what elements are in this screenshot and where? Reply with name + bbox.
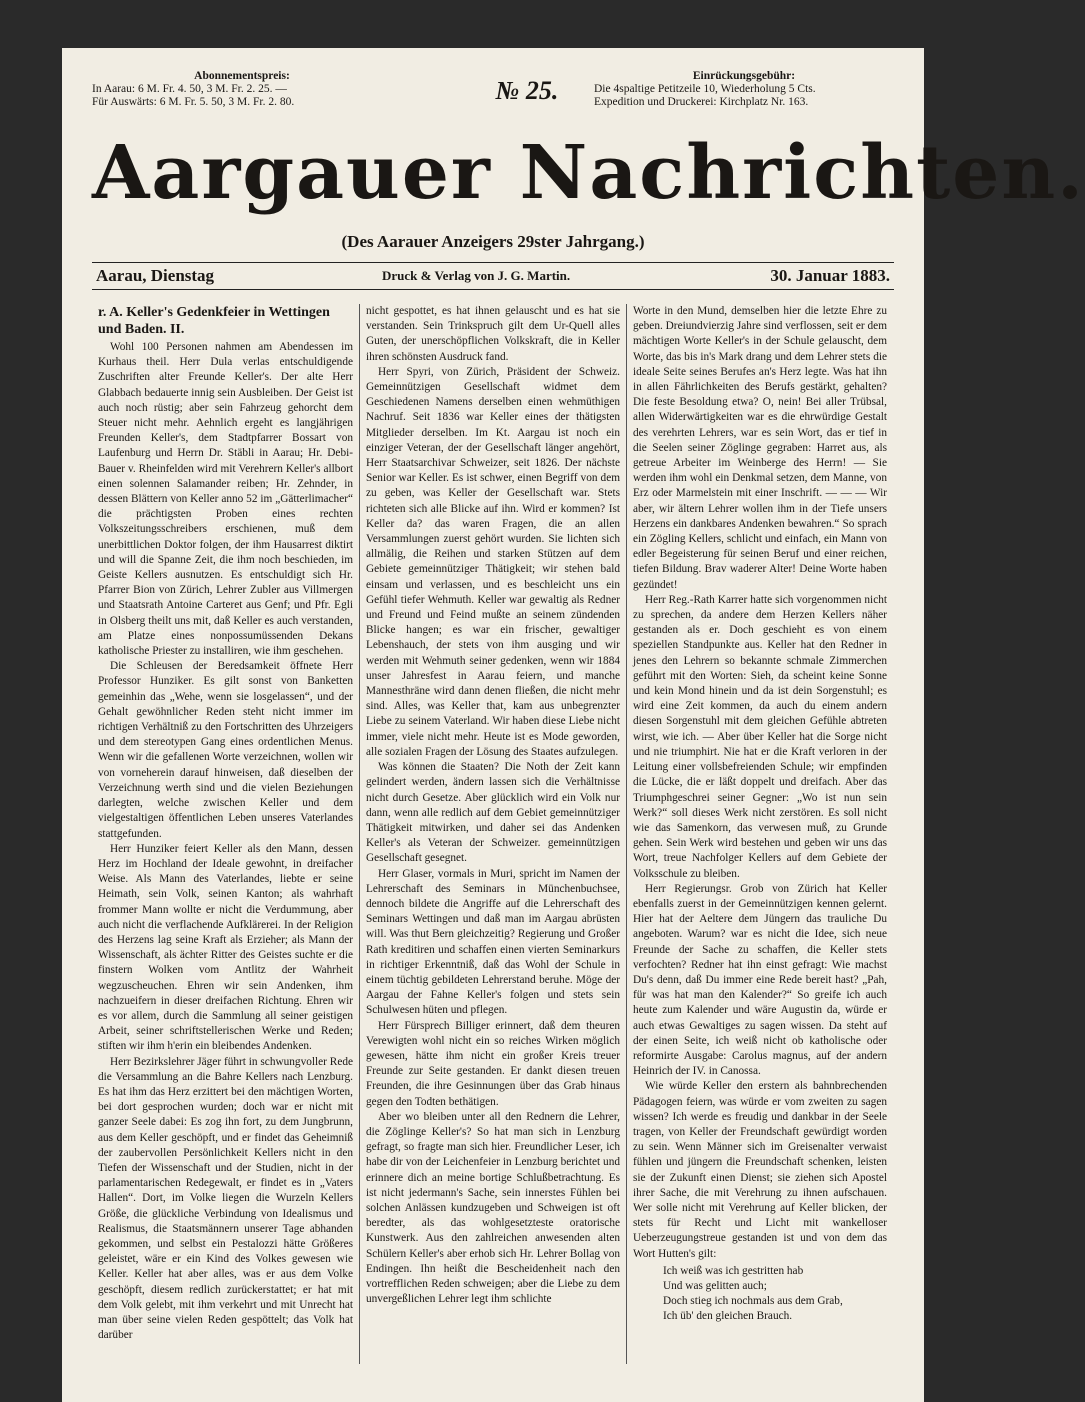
publisher: Druck & Verlag von J. G. Martin. xyxy=(382,268,571,283)
paragraph: Wie würde Keller den erstern als bahnbrechenden Pädagogen feiern, was würde er vom zweiten zu sagen wissen? Ich werde es freudig und dankbar in der Seele tragen, von Keller der Freundschaft gewürdigt worden zu sein. Wenn Männer sich im Greisenalter verwaist fühlen und jüngern die Freundschaft schenken, leisten sie der Zukunft einen Dienst; sie ziehen sich Apostel ihrer Sache, die mit Verehrung zu ihnen aufschauen. Wer solle nicht mit Verehrung auf Keller blicken, der stets für Recht und Licht mit wankelloser Ueberzeugungstreue gestanden ist und von dem das Wort Hutten's gilt: xyxy=(633,1080,887,1260)
column-1 xyxy=(92,304,359,1364)
price-line: Für Auswärts: 6 M. Fr. 5. 50, 3 M. Fr. 2. 80. xyxy=(92,96,295,108)
price-line: In Aarau: 6 M. Fr. 4. 50, 3 M. Fr. 2. 25. — xyxy=(92,83,287,95)
poem xyxy=(633,1264,887,1325)
article-columns xyxy=(92,304,894,1364)
paragraph: Aber wo bleiben unter all den Rednern die Lehrer, die Zöglinge Keller's? So hat man sich in Lenzburg gefragt, so fragte man sich hier. Freundlicher Leser, ich habe dir von der Leichenfeier in Lenzburg berichtet und erinnere dich an meine bortige Schlußbetrachtung. Es ist nicht jedermann's Sache, sein innerstes Fühlen bei solchen Anlässen kundzugeben und Schweigen ist oft beredter, als das wohlgesetzteste oratorische Kunstwerk. Aus den zahlreichen anwesenden alten Schülern Keller's aber erhob sich Hr. Lehrer Bollag von Endingen. Ihn heißt die Bescheidenheit nach den vortrefflichen Reden schweigen; aber die Liebe zu dem unvergeßlichen Lehrer legt ihm schlichte xyxy=(366,1110,620,1306)
paragraph: Wohl 100 Personen nahmen am Abendessen im Kurhaus theil. Herr Dula verlas entschuldigende Zuschriften alter Freunde Keller's. Der alte Herr Glabbach bedauerte innig sein Ausbleiben. Der Geist ist auch noch rüstig; aber sein Fahrzeug gehorcht dem Steuer nicht mehr. Aehnlich ergeht es langjährigen Freunden Keller's, dem Stadtpfarrer Bossart von Laufenburg und Herrn Dr. Stäbli in Aarau; Hr. Debi-Bauer v. Rheinfelden wird mit Verehrern Keller's allbort einen solennen Salamander reiben; Hr. Zehnder, in dessen Blättern von Keller anno 52 im „Gätterlimacher“ die prächtigsten Proben eines rechten Volkszeitungsschreibers erschienen, muß dem unerbittlichen Doktor folgen, der ihm Hausarrest diktirt und will die Spanne Zeit, die ihm noch beschieden, im Geiste Kellers ausnutzen. Es entschuldigt sich Hr. Pfarrer Bion von Zürich, Lehrer Zubler aus Villmergen und Staatsrath Antoine Carteret aus Genf; und Pfr. Egli in Olsberg theilt uns mit, daß Keller es auch verstanden, am Platze eines nonpossumüssenden Dekans katholische Priester zu installiren, wie ihm geschehen. xyxy=(98,341,353,658)
poem-line: Ich üb' den gleichen Brauch. xyxy=(663,1310,793,1323)
poem-line: Und was gelitten auch; xyxy=(663,1280,767,1292)
place-day: Aarau, Dienstag xyxy=(96,266,215,285)
paragraph: Die Schleusen der Beredsamkeit öffnete Herr Professor Hunziker. Es gilt sonst von Banketten gemeinhin das „Wehe, wenn sie losgelassen“, und der Gehalt gewöhnlicher Reden steht nicht immer im richtigen Verhältniß zu den Fortschritten des Uhrzeigers und dem stereotypen Gang eines ordentlichen Menus. Wenn wir die gefallenen Worte verzeichnen, wollen wir von vorneherein darauf hinweisen, daß dieselben der Verzeichnung werth sind und die vielen Beziehungen darlegten, welche zwischen Keller und dem vielgestaltigen öffentlichen Leben unseres Vaterlandes stattgefunden. xyxy=(98,660,353,840)
header-top xyxy=(92,70,894,110)
issue-number: № 25. xyxy=(495,76,559,105)
paragraph: Herr Hunziker feiert Keller als den Mann, dessen Herz im Hochland der Ideale gewohnt, in dreifacher Weise. Als Mann des Vaterlandes, liebte er seine Heimath, sein Volk, seinen Kanton; als wahrhaft frommer Mann wollte er nicht die Verdummung, aber auch nicht die verflachende Aufklärerei. In der Religion des Herzens lag seine Kraft als Erzieher; als Mann der Wissenschaft, als ächter Ritter des Geistes suchte er die finstern Wolken vom Antlitz der Wahrheit wegzuscheuchen. Ehren wir sein Andenken, ihm nachzueifern in dieser dreifachen Richtung. Ehren wir es vor allem, durch die Sammlung all seiner geistigen Arbeit, seiner schriftstellerischen Werke und Reden; stiften wir ihm h'erin ein bleibendes Andenken. xyxy=(98,842,353,1053)
fees-line: Die 4spaltige Petitzeile 10, Wiederholung 5 Cts. xyxy=(594,83,816,95)
subscription-price xyxy=(92,70,392,109)
paragraph: nicht gespottet, es hat ihnen gelauscht und es hat sie verstanden. Sein Trinkspruch gilt dem Ur-Quell alles Guten, der unerschöpflichen Volkskraft, die in Keller ihren schönsten Ausdruck fand. xyxy=(366,305,620,363)
fees-heading: Einrückungsgebühr: xyxy=(692,70,796,82)
insertion-fees xyxy=(594,70,894,109)
column-2 xyxy=(359,304,626,1364)
paragraph: Herr Reg.-Rath Karrer hatte sich vorgenommen nicht zu sprechen, da andere dem Herzen Kellers näher gestanden als er. Doch geschieht es von einem speziellen Standpunkte aus. Keller hat den Redner in jenes den Lehrern so bekannte schmale Zimmerchen geführt mit den Worten: Sieh, da scheint keine Sonne und kein Mond hinein und da ist dein Sorgenstuhl; es wird eine Zeit kommen, da auch du einem andern diesen Sorgenstuhl mit dem gleichen Gefühle abtreten wirst, wie ich. — Aber über Keller hat die Sorge nicht und nie triumphirt. Nie hat er die Kraft verloren in der Leitung einer vollsbefreienden Schule; wir empfinden die Lücke, die er läßt doppelt und dreifach. Aber das Triumphgeschrei seiner Gegner: „Wo ist nun sein Werk?“ soll dieses Werk nicht zerstören. Es soll nicht wie das Samenkorn, das verwesen muß, zu Grunde gehen. Sein Werk wird bestehen und geben wir uns das Wort, treue Nachfolger Kellers auf dem Gebiete der Volksschule zu bleiben. xyxy=(633,593,887,880)
newspaper-page xyxy=(62,48,1085,1402)
article-title: r. A. Keller's Gedenkfeier in Wettingen und Baden. II. xyxy=(98,305,330,337)
fees-line: Expedition und Druckerei: Kirchplatz Nr. 163. xyxy=(594,96,809,108)
paragraph: Herr Regierungsr. Grob von Zürich hat Keller ebenfalls zuerst in der Gemeinnützigen kennen gelernt. Hier hat der Aeltere dem Jüngern das trauliche Du angeboten. Warum? war es nicht die Idee, sich neue Freunde der Sache zu schaffen, die Keller stets verfochten? Redner hat ihn einst gefragt: Wie machst Du's denn, daß Du immer eine Rede bereit hast? „Pah, für was hat man den Kalender?“ So greife ich auch heute zum Kalender und wäre Augustin da, würde er auch etwas Gewaltiges zu sagen wissen. Da steht auf der einen Seite, ich weiß nicht ob katholische oder reformirte Ausgabe: Carolus magnus, auf der andern Heinrich der IV. in Canossa. xyxy=(633,882,887,1078)
paragraph: Herr Spyri, von Zürich, Präsident der Schweiz. Gemeinnützigen Gesellschaft widmet dem Geschiedenen Namens derselben einen wehmüthigen Nachruf. Seit 1836 war Keller eines der thätigsten Mitglieder derselben. Im Kt. Aargau ist noch ein einziger Veteran, der der Gesellschaft länger angehört, Herr Staatsarchivar Schweizer, seit 1826. Der nächste Senior war Keller. Es ist schwer, einen Begriff von dem zu geben, was Keller der Gesellschaft war. Stets richteten sich alle Blicke auf ihn. Wird er kommen? Ist Keller da? das waren Fragen, die an allen Versammlungen zuerst gehört wurden. Sie lichten sich allmälig, die Reihen und starken Stützen auf dem Gebiete gemeinnütziger Thätigkeit; wir stehen bald einsam und verlassen, und es beschleicht uns ein Gefühl tiefer Wehmuth. Keller war gewaltig als Redner und Freund und Feind mußte an seinem zündenden Blicke hangen; es war ein frischer, gewaltiger Lebenshauch, der stets von ihm ausging und wir werden mit Wehmuth seiner gedenken, wenn wir 1884 unser Jahresfest in Aarau feiern, und manche Mannesthräne wird dann denen fließen, die nicht mehr sind. Alles, was Keller that, kam aus unbegrenzter Liebe zu seinem Vaterland. Wir haben diese Liebe nicht immer, viele nicht mehr. Heute ist es Mode geworden, alle sozialen Fragen der Lösung des Staates aufzulegen. xyxy=(366,365,620,758)
paragraph: Herr Glaser, vormals in Muri, spricht im Namen der Lehrerschaft des Seminars in Münchenbuchsee, dennoch bildete die Angriffe auf die Lehrerschaft des Seminars Wettingen und daß man im Aargau abrüsten will. Was thut Bern gleichzeitig? Regierung und Großer Rath kreditiren und schaffen einen vierten Seminarkurs in richtiger Erkenntniß, daß das Wohl der Schule in einem tüchtig gebildeten Lehrerstand beruhe. Möge der Aargau der Fahne Keller's folgen und stets sein Schulwesen hüten und pflegen. xyxy=(366,867,620,1017)
poem-line: Doch stieg ich nochmals aus dem Grab, xyxy=(663,1295,843,1308)
poem-line: Ich weiß was ich gestritten hab xyxy=(663,1264,804,1277)
masthead: Aargauer Nachrichten. xyxy=(92,130,1085,216)
paragraph: Herr Bezirkslehrer Jäger führt in schwungvoller Rede die Versammlung an die Bahre Kellers nach Lenzburg. Es hat ihm das Herz erzittert bei den mächtigen Worten, bei dort gesprochen wurden; doch war er nicht mit ganzer Seele dabei: Es zog ihn fort, zu dem Jungbrunn, aus dem Keller geschöpft, und er findet das Geheimniß der zaubervollen Persönlichkeit Kellers nicht in den Tiefen der Wissenschaft und der Studien, nicht in der parlamentarischen Redegewalt, er findet es in „Vaters Hallen“. Dort, im Volke liegen die Wurzeln Kellers Größe, die glückliche Verbindung von Idealismus und Realismus, die Staatsmännern unserer Tage abhanden gekommen, und selbst ein Pestalozzi hätte Größeres geleistet, wäre er ein Kind des Volkes gewesen wie Keller. Keller hat aber alles, was er aus dem Volke geschöpft, diesem redlich zurückerstattet; er hat mit dem Volk gelebt, mit ihm verkehrt und mit Unrecht hat man über seine vielen Reden gespöttelt; das Volk hat darüber xyxy=(98,1055,353,1342)
paragraph: Worte in den Mund, demselben hier die letzte Ehre zu geben. Dreiundvierzig Jahre sind verflossen, seit er dem mächtigen Worte Keller's in der Schule gelauscht, dem Worte, das bis in's Mark drang und dem Lehrer stets die ideale Seite seines Berufes an's Herz legte. Was hat ihn in allen Fährlichkeiten des Berufs gestärkt, gehalten? Die feste Besoldung etwa? O, nein! Bei aller Trübsal, allen Widerwärtigkeiten war es die ehrwürdige Gestalt des verehrten Lehrers, war es sein Wort, das er tief in die Seelen seiner Zöglinge gegraben: Harret aus, als getreue Arbeiter im Weinberge des Herrn! — Sie werden ihm wohl ein Denkmal setzen, dem Manne, von Erz oder Marmelstein mit einer Inschrift. — — — Wir aber, wir ältern Lehrer wollen ihm in der Tiefe unsers Herzens ein dankbares Andenken bewahren.“ So sprach ein Zögling Kellers, schlicht und einfach, ein Mann von edler Begeisterung für seinen Beruf und einer reichen, tiefen Bildung. Brav waderer Alter! Deine Worte haben gezündet! xyxy=(633,305,887,591)
issue-date: 30. Januar 1883. xyxy=(770,266,890,285)
column-3 xyxy=(626,304,893,1364)
price-heading: Abonnementspreis: xyxy=(194,70,290,82)
paragraph: Was können die Staaten? Die Noth der Zeit kann gelindert werden, ändern lassen sich die Verhältnisse nicht durch Gesetze. Aber glücklich wird ein Volk nur dann, wenn alle redlich auf dem Gebiet gemeinnütziger Thätigkeit mitwirken, und daher sei das Andenken Keller's als Veteran der Schweizer. gemeinnützigen Gesellschaft gesegnet. xyxy=(366,761,620,865)
subtitle: (Des Aarauer Anzeigers 29ster Jahrgang.) xyxy=(341,232,645,251)
paragraph: Herr Fürsprech Billiger erinnert, daß dem theuren Verewigten wohl nicht ein so reiches Wirken möglich gewesen, hätte ihm nicht ein großer Kreis treuer Freunde zur Seite gestanden. Er dankt diesen treuen Freunden, die ihre Gesinnungen über das Grab hinaus gegen den Todten bethätigen. xyxy=(366,1019,620,1108)
dateline xyxy=(92,262,894,290)
